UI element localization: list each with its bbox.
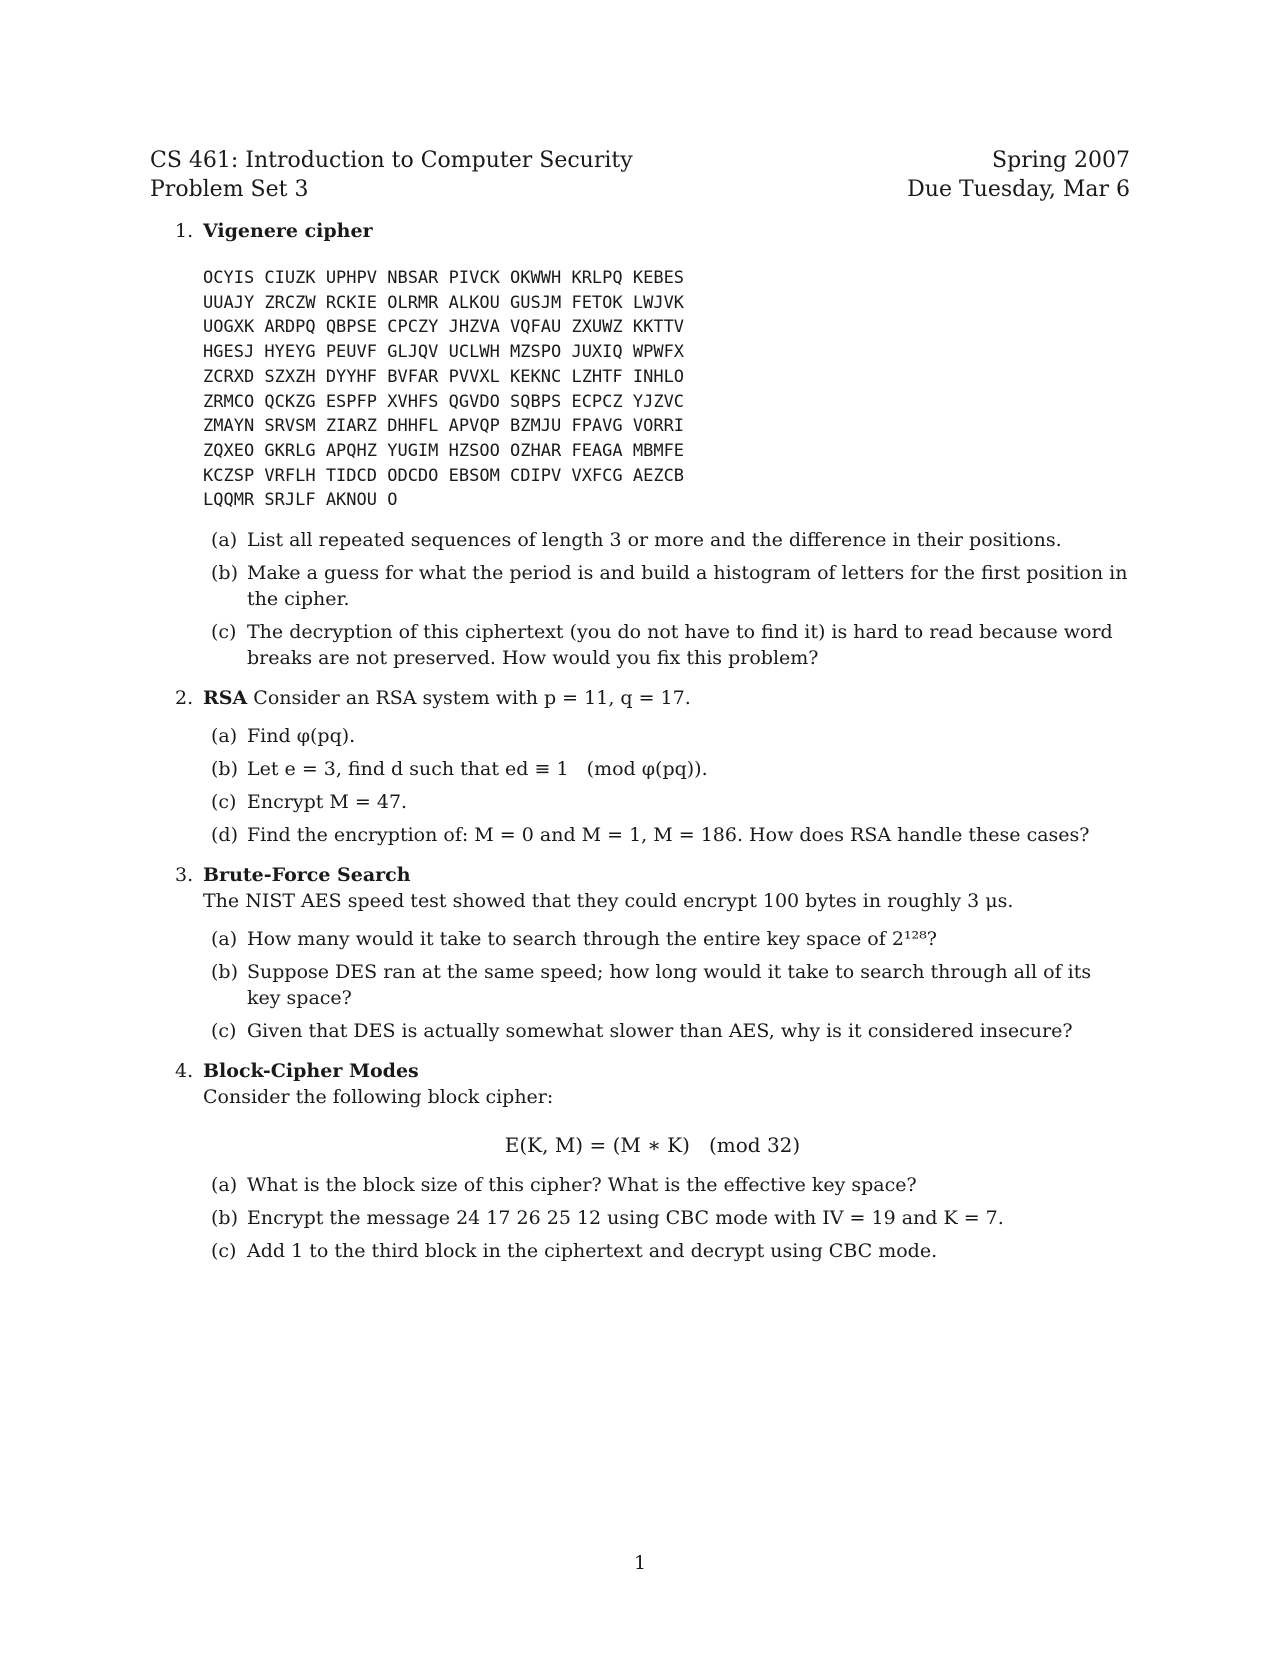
subquestion (203, 723, 1130, 749)
subquestion-text: Add 1 to the third block in the ciphertext and decrypt using CBC mode. (247, 1240, 938, 1263)
problem-4 (175, 1058, 1130, 1264)
subquestion-list (203, 723, 1130, 848)
problem-number: 2. (175, 687, 194, 710)
subquestion (203, 619, 1130, 671)
problem-heading (175, 862, 1130, 888)
ciphertext-line: UUAJY ZRCZW RCKIE OLRMR ALKOU GUSJM FETOK LWJVK (203, 292, 685, 313)
ciphertext-line: OCYIS CIUZK UPHPV NBSAR PIVCK OKWWH KRLPQ KEBES (203, 268, 685, 288)
assignment-title: Problem Set 3 (150, 177, 309, 202)
problem-number: 1. (175, 220, 194, 242)
ciphertext-line: UOGXK ARDPQ QBPSE CPCZY JHZVA VQFAU ZXUWZ KKTTV (203, 317, 685, 338)
subquestion (203, 560, 1130, 612)
subquestion-label: (c) (211, 791, 237, 814)
subquestion-label: (c) (211, 1240, 237, 1263)
document-page (150, 146, 1130, 1271)
subquestion-label: (a) (211, 928, 238, 951)
subquestion-label: (c) (211, 1020, 237, 1043)
problem-statement: Consider an RSA system with p = 11, q = 17. (247, 687, 691, 710)
subquestion-list (203, 527, 1130, 671)
subquestion-text: Make a guess for what the period is and build a histogram of letters for the first position in the cipher. (247, 562, 1128, 611)
subquestion-text: How many would it take to search through the entire key space of 2¹²⁸? (247, 928, 937, 951)
problem-heading (175, 685, 1130, 711)
problem-title: Block-Cipher Modes (203, 1060, 419, 1083)
subquestion (203, 1238, 1130, 1264)
subquestion (203, 822, 1130, 848)
problem-title: Vigenere cipher (203, 220, 373, 242)
ciphertext-line: ZCRXD SZXZH DYYHF BVFAR PVVXL KEKNC LZHTF INHLO (203, 366, 685, 387)
subquestion (203, 1205, 1130, 1231)
subquestion-label: (d) (211, 824, 238, 847)
subquestion-text: Let e = 3, find d such that ed ≡ 1 (mod φ(pq)). (247, 758, 708, 781)
ciphertext-line: ZQXEO GKRLG APQHZ YUGIM HZSOO OZHAR FEAGA MBMFE (203, 440, 685, 461)
problem-heading (175, 1058, 1130, 1084)
subquestion-list (203, 1172, 1130, 1264)
subquestion-text: Suppose DES ran at the same speed; how long would it take to search through all of its key space? (247, 961, 1092, 1010)
document-header (150, 146, 1130, 204)
ciphertext-block (203, 266, 1130, 513)
subquestion-label: (c) (211, 621, 237, 644)
cipher-equation: E(K, M) = (M ∗ K) (mod 32) (504, 1133, 801, 1158)
problem-title: Brute-Force Search (203, 864, 411, 887)
subquestion-text: Encrypt the message 24 17 26 25 12 using CBC mode with IV = 19 and K = 7. (247, 1207, 1004, 1230)
subquestion (203, 527, 1130, 553)
ciphertext-line: LQQMR SRJLF AKNOU O (203, 490, 398, 511)
subquestion-text: The decryption of this ciphertext (you do not have to find it) is hard to read because word breaks are not preserved. How would you fix this problem? (247, 621, 1113, 670)
subquestion-label: (a) (211, 1174, 238, 1197)
problem-heading (175, 218, 1130, 244)
subquestion-label: (b) (211, 758, 238, 781)
subquestion-text: What is the block size of this cipher? What is the effective key space? (247, 1174, 917, 1197)
problem-2 (175, 685, 1130, 848)
subquestion-text: Find the encryption of: M = 0 and M = 1, M = 186. How does RSA handle these cases? (247, 824, 1090, 847)
header-left (150, 146, 633, 204)
problem-1 (175, 218, 1130, 671)
subquestion-text: Encrypt M = 47. (247, 791, 408, 814)
page-number: 1 (633, 1552, 647, 1574)
subquestion (203, 789, 1130, 815)
problem-3 (175, 862, 1130, 1044)
ciphertext-line: HGESJ HYEYG PEUVF GLJQV UCLWH MZSPO JUXIQ WPWFX (203, 342, 685, 363)
problem-title: RSA (203, 687, 248, 710)
subquestion-label: (b) (211, 961, 238, 984)
subquestion-text: Find φ(pq). (247, 725, 356, 748)
subquestion-label: (b) (211, 1207, 238, 1230)
subquestion (203, 1172, 1130, 1198)
problem-number: 4. (175, 1060, 194, 1083)
subquestion (203, 959, 1130, 1011)
problem-intro: Consider the following block cipher: (203, 1086, 554, 1109)
subquestion-label: (a) (211, 529, 238, 552)
problem-intro: The NIST AES speed test showed that they could encrypt 100 bytes in roughly 3 μs. (203, 890, 1014, 913)
subquestion-label: (a) (211, 725, 238, 748)
due-date: Due Tuesday, Mar 6 (907, 177, 1130, 202)
subquestion-list (203, 926, 1130, 1044)
term: Spring 2007 (992, 148, 1130, 173)
course-title: CS 461: Introduction to Computer Security (150, 148, 633, 173)
subquestion (203, 926, 1130, 952)
subquestion-text: Given that DES is actually somewhat slower than AES, why is it considered insecure? (247, 1020, 1073, 1043)
header-right (907, 146, 1130, 204)
subquestion-label: (b) (211, 562, 238, 585)
problem-number: 3. (175, 864, 194, 887)
subquestion (203, 1018, 1130, 1044)
ciphertext-line: KCZSP VRFLH TIDCD ODCDO EBSOM CDIPV VXFCG AEZCB (203, 465, 685, 486)
ciphertext-line: ZRMCO QCKZG ESPFP XVHFS QGVDO SQBPS ECPCZ YJZVC (203, 391, 685, 412)
ciphertext-line: ZMAYN SRVSM ZIARZ DHHFL APVQP BZMJU FPAVG VORRI (203, 416, 685, 437)
subquestion (203, 756, 1130, 782)
subquestion-text: List all repeated sequences of length 3 or more and the difference in their positions. (247, 529, 1062, 552)
